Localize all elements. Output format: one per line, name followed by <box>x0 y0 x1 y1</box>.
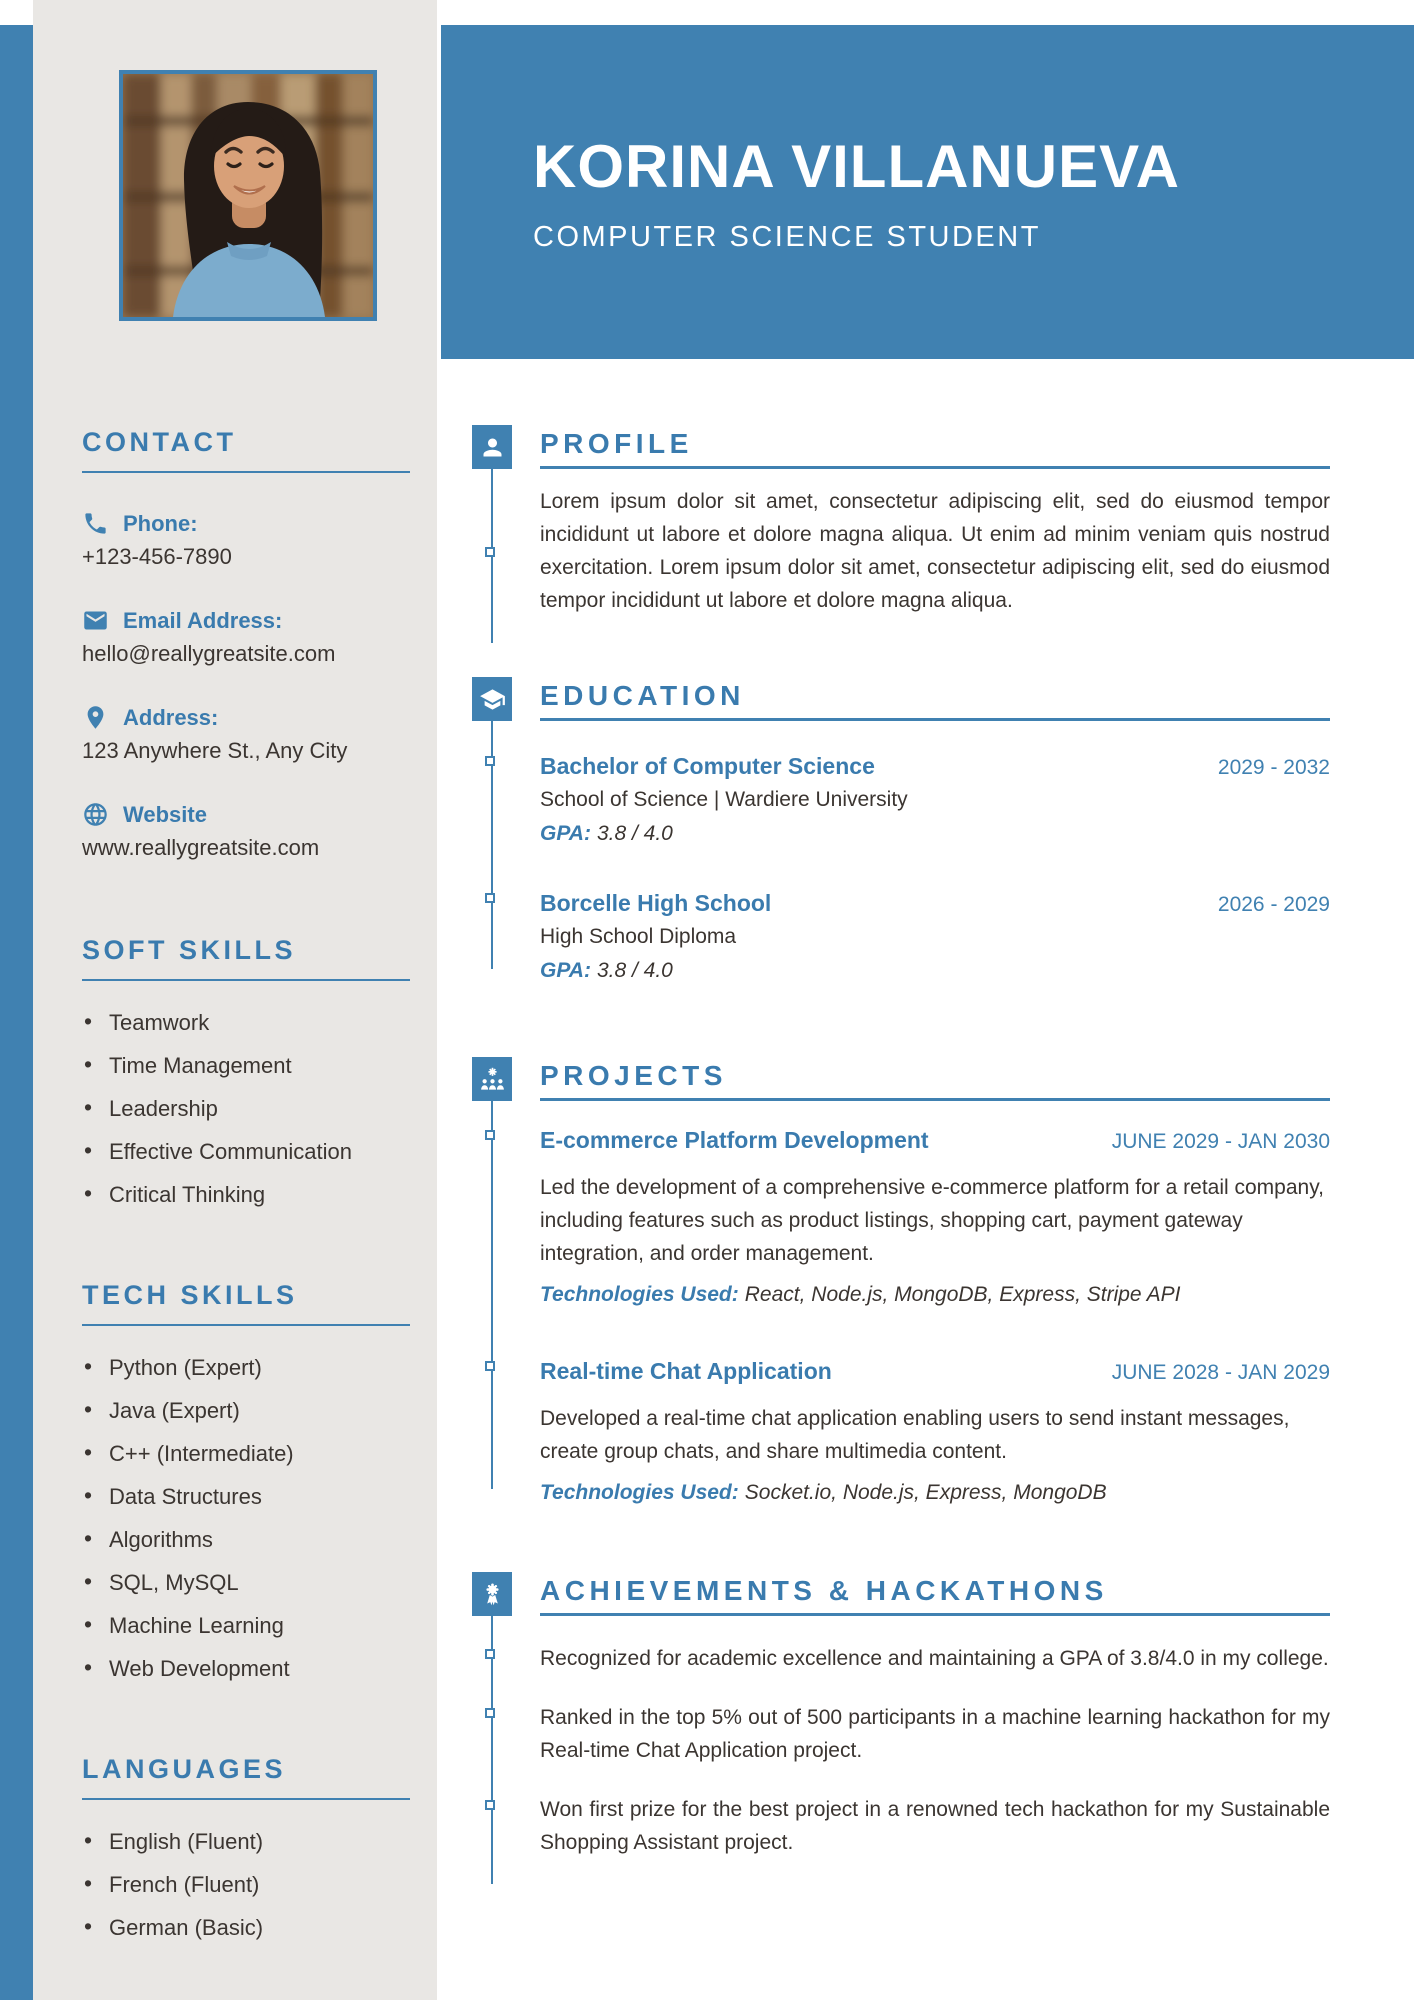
technologies-value: Socket.io, Node.js, Express, MongoDB <box>744 1481 1107 1504</box>
gpa-label: GPA: <box>540 822 591 845</box>
soft-skills-section <box>82 935 410 1206</box>
technologies-label: Technologies Used: <box>540 1481 739 1504</box>
list-item: • Python (Expert) <box>82 1356 410 1379</box>
contact-label: Website <box>123 801 207 827</box>
list-item: • Critical Thinking <box>82 1183 410 1206</box>
entry-title: Bachelor of Computer Science <box>540 753 875 779</box>
contact-label: Phone: <box>123 510 198 536</box>
project-description: Developed a real-time chat application enabling users to send instant messages, create group chats, and share multimedia content. <box>540 1407 1290 1463</box>
timeline-node <box>485 1130 495 1140</box>
languages-list <box>82 1830 410 1939</box>
entry-head <box>540 886 1330 920</box>
contact-item <box>82 607 410 667</box>
project-entries <box>540 1123 1330 1509</box>
globe-icon <box>82 801 109 828</box>
list-item: • French (Fluent) <box>82 1873 410 1896</box>
contact-label-row <box>82 704 410 731</box>
soft-skills-heading: SOFT SKILLS <box>82 935 410 981</box>
contact-value: hello@reallygreatsite.com <box>82 641 336 666</box>
entry-dates: 2029 - 2032 <box>1217 756 1330 779</box>
timeline-node <box>485 1649 495 1659</box>
contact-label: Email Address: <box>123 607 283 633</box>
sidebar <box>33 0 437 2000</box>
contact-value: 123 Anywhere St., Any City <box>82 738 348 763</box>
projects-heading: PROJECTS <box>540 1057 1330 1101</box>
achievements-heading: ACHIEVEMENTS & HACKATHONS <box>540 1572 1330 1616</box>
list-item: • Machine Learning <box>82 1614 410 1637</box>
team-gear-icon <box>479 1066 506 1093</box>
entry-title: E-commerce Platform Development <box>540 1127 929 1153</box>
contact-value: www.reallygreatsite.com <box>82 835 320 860</box>
projects-section <box>441 1057 1330 1509</box>
person-icon <box>479 434 506 461</box>
achievement-item <box>540 1642 1330 1675</box>
projects-section-icon-box <box>472 1057 512 1101</box>
profile-text: Lorem ipsum dolor sit amet, consectetur adipiscing elit, sed do eiusmod tempor incididunt ut labore et dolore magna aliqua. Ut enim ad minim veniam quis nostrud exercitation. Lorem ipsum dolor sit amet, consectetur adipiscing elit, sed do eiusmod tempor incididunt ut labore et dolore magna aliqua. <box>540 490 1330 612</box>
list-item: • Leadership <box>82 1097 410 1120</box>
profile-photo-illustration <box>123 74 373 317</box>
contact-label-row <box>82 801 410 828</box>
list-item: • German (Basic) <box>82 1916 410 1939</box>
technologies-line <box>540 1476 1330 1509</box>
gpa-label: GPA: <box>540 959 591 982</box>
education-section-icon-box <box>472 677 512 721</box>
gpa-line <box>540 817 1330 851</box>
list-item: • C++ (Intermediate) <box>82 1442 410 1465</box>
location-icon <box>82 704 109 731</box>
entry-dates: JUNE 2029 - JAN 2030 <box>1111 1130 1330 1153</box>
achievement-text: Ranked in the top 5% out of 500 participants in a machine learning hackathon for my Real-time Chat Application project. <box>540 1706 1330 1762</box>
entry-head <box>540 1354 1330 1388</box>
person-name: KORINA VILLANUEVA <box>533 133 1180 200</box>
contact-item <box>82 510 410 570</box>
soft-skills-list <box>82 1011 410 1206</box>
achievement-items <box>540 1642 1330 1859</box>
timeline-line <box>491 1101 493 1489</box>
list-item: • Web Development <box>82 1657 410 1680</box>
award-ribbon-icon <box>479 1581 506 1608</box>
project-entry <box>540 1123 1330 1311</box>
entry-title: Borcelle High School <box>540 890 772 916</box>
education-entry <box>540 886 1330 988</box>
achievement-item <box>540 1701 1330 1767</box>
list-item: • SQL, MySQL <box>82 1571 410 1594</box>
profile-section <box>441 425 1330 617</box>
entry-title: Real-time Chat Application <box>540 1358 832 1384</box>
gpa-value: 3.8 / 4.0 <box>596 822 673 845</box>
profile-section-icon-box <box>472 425 512 469</box>
technologies-value: React, Node.js, MongoDB, Express, Stripe API <box>744 1283 1181 1306</box>
contact-item <box>82 801 410 861</box>
profile-heading: PROFILE <box>540 425 1330 469</box>
timeline-node <box>485 1800 495 1810</box>
entry-dates: 2026 - 2029 <box>1217 893 1330 916</box>
education-heading: EDUCATION <box>540 677 1330 721</box>
header-banner <box>441 25 1414 359</box>
contact-label: Address: <box>123 704 219 730</box>
contact-section <box>82 427 410 861</box>
list-item: • Java (Expert) <box>82 1399 410 1422</box>
contact-heading: CONTACT <box>82 427 410 473</box>
list-item: • Time Management <box>82 1054 410 1077</box>
contact-item <box>82 704 410 764</box>
list-item: • Effective Communication <box>82 1140 410 1163</box>
list-item: • English (Fluent) <box>82 1830 410 1853</box>
graduation-cap-icon <box>479 686 506 713</box>
education-entries <box>540 749 1330 988</box>
languages-section <box>82 1754 410 1939</box>
contact-value: +123-456-7890 <box>82 544 232 569</box>
contact-label-row <box>82 510 410 537</box>
timeline-node <box>485 893 495 903</box>
achievement-text: Won first prize for the best project in a renowned tech hackathon for my Sustainable Shopping Assistant project. <box>540 1798 1330 1854</box>
education-entry <box>540 749 1330 851</box>
job-title: COMPUTER SCIENCE STUDENT <box>533 221 1041 253</box>
project-description: Led the development of a comprehensive e-commerce platform for a retail company, including features such as product listings, shopping cart, payment gateway integration, and order management. <box>540 1176 1324 1265</box>
project-entry <box>540 1354 1330 1509</box>
left-accent-bar <box>0 25 33 2000</box>
timeline-node <box>485 1708 495 1718</box>
list-item: • Teamwork <box>82 1011 410 1034</box>
entry-subtitle: School of Science | Wardiere University <box>540 788 908 811</box>
achievements-section <box>441 1572 1330 1859</box>
gpa-value: 3.8 / 4.0 <box>596 959 673 982</box>
entry-dates: JUNE 2028 - JAN 2029 <box>1111 1361 1330 1384</box>
education-section <box>441 677 1330 988</box>
achievement-text: Recognized for academic excellence and maintaining a GPA of 3.8/4.0 in my college. <box>540 1647 1329 1670</box>
technologies-label: Technologies Used: <box>540 1283 739 1306</box>
contact-label-row <box>82 607 410 634</box>
entry-head <box>540 1123 1330 1157</box>
profile-photo <box>119 70 377 321</box>
technologies-line <box>540 1278 1330 1311</box>
timeline-node <box>485 547 495 557</box>
entry-head <box>540 749 1330 783</box>
phone-icon <box>82 510 109 537</box>
tech-skills-section <box>82 1280 410 1680</box>
languages-heading: LANGUAGES <box>82 1754 410 1800</box>
tech-skills-heading: TECH SKILLS <box>82 1280 410 1326</box>
tech-skills-list <box>82 1356 410 1680</box>
email-icon <box>82 607 109 634</box>
entry-subtitle: High School Diploma <box>540 925 737 948</box>
main-content <box>441 359 1330 1859</box>
list-item: • Data Structures <box>82 1485 410 1508</box>
list-item: • Algorithms <box>82 1528 410 1551</box>
gpa-line <box>540 954 1330 988</box>
achievements-section-icon-box <box>472 1572 512 1616</box>
achievement-item <box>540 1793 1330 1859</box>
timeline-node <box>485 756 495 766</box>
timeline-node <box>485 1361 495 1371</box>
